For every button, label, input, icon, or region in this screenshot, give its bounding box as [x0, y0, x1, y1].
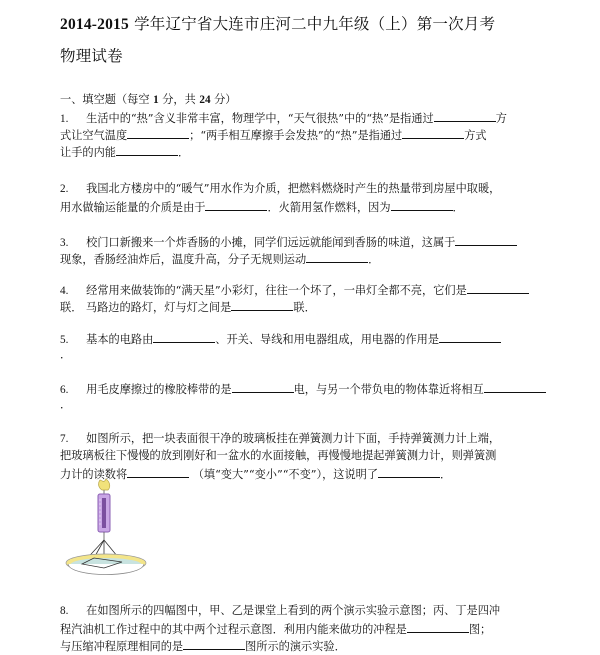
- question-text: ．火箭用氢作燃料，因为: [267, 201, 391, 214]
- answer-blank[interactable]: [402, 127, 464, 139]
- spring-scale-figure: [64, 478, 154, 586]
- question-text: 力计的读数将: [60, 468, 128, 481]
- question-text: 电，与另一个带负电的物体靠近将相互: [293, 383, 484, 396]
- question-6-line: [60, 398, 71, 412]
- question-text: 与压缩冲程原理相同的是: [60, 640, 184, 653]
- answer-blank[interactable]: [127, 466, 189, 478]
- question-6-line: [60, 381, 546, 397]
- question-text: ．: [368, 253, 380, 266]
- question-text: ．: [60, 348, 72, 361]
- question-text: 现象，香肠经油炸后，温度升高，分子无规则运动: [60, 253, 307, 266]
- answer-blank[interactable]: [153, 331, 215, 343]
- question-1-line: [60, 144, 189, 160]
- question-text: 把玻璃板往下慢慢的放到刚好和一盆水的水面接触，再慢慢地提起弹簧测力计，则弹簧测: [60, 449, 497, 462]
- question-text: ．: [440, 468, 452, 481]
- answer-blank[interactable]: [391, 199, 453, 211]
- answer-blank[interactable]: [231, 299, 293, 311]
- question-1-line: [60, 110, 507, 126]
- exam-title-text: 学年辽宁省大连市庄河二中九年级（上）第一次月考: [128, 15, 496, 33]
- answer-blank[interactable]: [484, 381, 546, 393]
- question-text: 让手的内能: [60, 146, 116, 159]
- question-text: 图所示的演示实验．: [245, 640, 346, 653]
- answer-blank[interactable]: [205, 199, 267, 211]
- question-text: 式让空气温度: [60, 129, 128, 142]
- score-each: 1: [153, 94, 159, 106]
- answer-blank[interactable]: [439, 331, 501, 343]
- question-text: 我国北方楼房中的“暖气”用水作为介质，把燃料燃烧时产生的热量带到房屋中取暖，: [86, 182, 501, 195]
- question-4-line: [60, 282, 529, 298]
- question-text: 生活中的“热”含义非常丰富，物理学中，“天气很热”中的“热”是指通过: [86, 112, 434, 125]
- question-text: 方: [495, 112, 507, 125]
- answer-blank[interactable]: [183, 638, 245, 650]
- question-text: 如图所示，把一块表面很干净的玻璃板挂在弹簧测力计下面，手持弹簧测力计上端，: [86, 432, 501, 445]
- question-text: 联．: [293, 301, 316, 314]
- school-year: 2014-2015: [60, 16, 129, 33]
- answer-blank[interactable]: [434, 110, 496, 122]
- question-5-line: [60, 331, 501, 347]
- answer-blank[interactable]: [127, 127, 189, 139]
- question-text: 图；: [468, 623, 492, 636]
- answer-blank[interactable]: [455, 234, 517, 246]
- answer-blank[interactable]: [232, 381, 294, 393]
- answer-blank[interactable]: [306, 251, 368, 263]
- hand-icon: [99, 479, 110, 490]
- question-8-line: [60, 604, 500, 618]
- question-1-line: [60, 127, 487, 143]
- question-text: ．: [452, 201, 464, 214]
- spring-scale-icon: [98, 494, 110, 532]
- section-heading: [60, 93, 236, 107]
- question-text: 方式: [464, 129, 487, 142]
- question-3-line: [60, 234, 517, 250]
- question-number: 5.: [60, 334, 69, 346]
- answer-blank[interactable]: [116, 144, 178, 156]
- question-7-line: [60, 432, 500, 446]
- question-2-line: [60, 199, 464, 215]
- question-number: 3.: [60, 237, 69, 249]
- question-5-line: [60, 348, 71, 362]
- question-number: 4.: [60, 285, 69, 297]
- question-text: 用水做输运能量的介质是由于: [60, 201, 206, 214]
- question-number: 6.: [60, 384, 69, 396]
- question-text: 程汽油机工作过程中的其中两个过程示意图．利用内能来做功的冲程是: [60, 623, 407, 636]
- question-text: 经常用来做装饰的“满天星”小彩灯，往往一个坏了，一串灯全都不亮，它们是: [86, 284, 467, 297]
- question-8-line: [60, 621, 491, 637]
- water-basin-icon: [66, 554, 146, 575]
- question-3-line: [60, 251, 379, 267]
- question-number: 7.: [60, 433, 69, 445]
- exam-title-line1: [60, 14, 495, 35]
- question-8-line: [60, 638, 346, 654]
- answer-blank[interactable]: [378, 466, 440, 478]
- question-text: ；“两手相互摩擦手会发热”的“热”是指通过: [189, 129, 403, 142]
- question-number: 8.: [60, 605, 69, 617]
- score-total: 24: [199, 94, 211, 106]
- question-text: 基本的电路由: [86, 333, 154, 346]
- question-4-line: [60, 299, 316, 315]
- question-text: 联． 马路边的路灯，灯与灯之间是: [60, 301, 232, 314]
- question-text: 用毛皮摩擦过的橡胶棒带的是: [86, 383, 232, 396]
- section-heading-text: 分，共: [158, 93, 200, 106]
- answer-blank[interactable]: [407, 621, 469, 633]
- question-text: ．: [177, 146, 190, 159]
- section-heading-text: 一、填空题（每空: [60, 93, 154, 106]
- question-text: 、开关、导线和用电器组成，用电器的作用是: [215, 333, 440, 346]
- question-text: 校门口新搬来一个炸香肠的小摊，同学们远远就能闻到香肠的味道，这属于: [86, 236, 456, 249]
- question-7-line: [60, 449, 496, 463]
- question-2-line: [60, 182, 500, 196]
- section-heading-text: 分）: [210, 93, 237, 106]
- question-text: 在如图所示的四幅图中，甲、乙是课堂上看到的两个演示实验示意图；丙、丁是四冲: [86, 604, 501, 617]
- answer-blank[interactable]: [467, 282, 529, 294]
- question-number: 2.: [60, 183, 69, 195]
- question-text: ．: [60, 398, 72, 411]
- exam-title-line2: 物理试卷: [60, 47, 123, 65]
- question-text: （填“变大”“变小”“不变”），这说明了: [189, 468, 379, 481]
- question-number: 1.: [60, 113, 69, 125]
